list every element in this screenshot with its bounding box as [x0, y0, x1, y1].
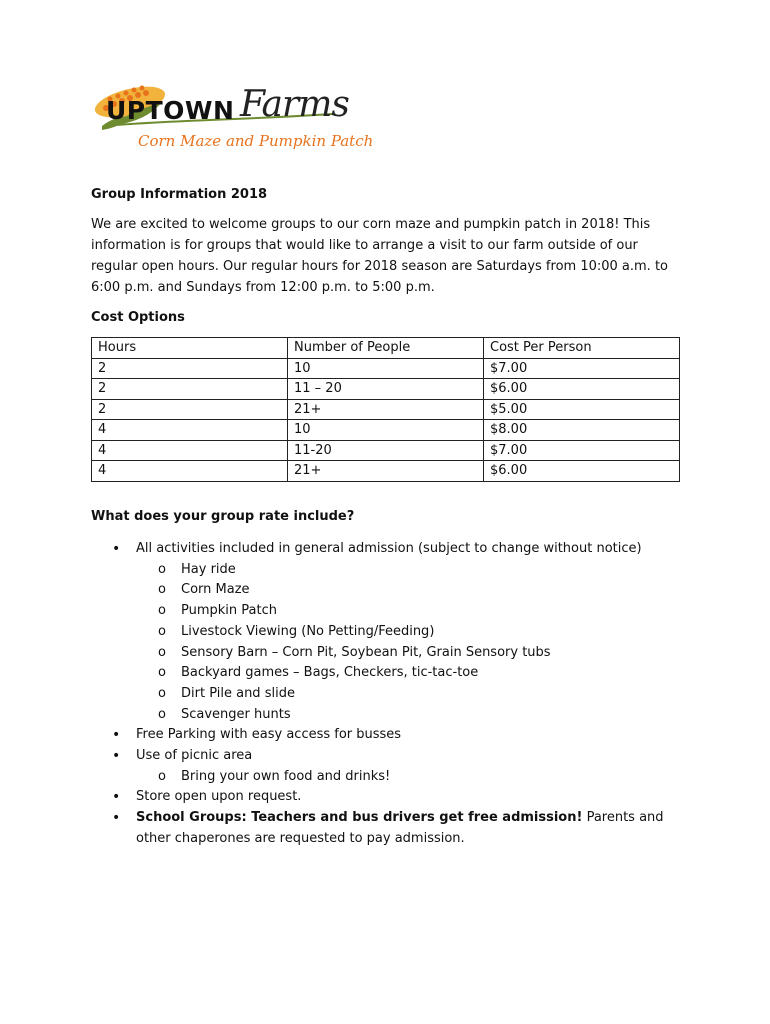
table-row	[92, 461, 680, 482]
table-row	[92, 379, 680, 400]
table-cell: $6.00	[484, 379, 680, 400]
sublist-item: o Backyard games – Bags, Checkers, tic-tac-toe	[136, 663, 668, 684]
sublist-item: o Sensory Barn – Corn Pit, Soybean Pit, Grain Sensory tubs	[136, 643, 668, 664]
school-groups-text: Parents and other chaperones are requested to pay admission.	[136, 810, 664, 846]
table-cell: $6.00	[484, 461, 680, 482]
table-row	[92, 399, 680, 420]
table-header-cell: Hours	[92, 338, 288, 359]
cost-options-table	[91, 337, 680, 482]
group-rate-heading: What does your group rate include?	[91, 509, 355, 524]
picnic-sublist	[136, 767, 668, 788]
table-cell: 4	[92, 440, 288, 461]
table-cell: $7.00	[484, 440, 680, 461]
school-groups-bold-text: School Groups: Teachers and bus drivers get free admission!	[136, 810, 583, 826]
list-item: • Store open upon request.	[108, 787, 668, 808]
logo-farms-text: Farms	[240, 84, 349, 125]
list-item-text: All activities included in general admission (subject to change without notice)	[136, 541, 642, 556]
list-item	[108, 539, 668, 725]
table-cell: 11 – 20	[288, 379, 484, 400]
cost-options-heading: Cost Options	[91, 310, 185, 325]
logo-subtitle: Corn Maze and Pumpkin Patch	[138, 132, 374, 150]
uptown-farms-logo	[92, 80, 374, 162]
sublist-item: o Scavenger hunts	[136, 705, 668, 726]
sublist-item: o Hay ride	[136, 560, 668, 581]
table-cell: 2	[92, 399, 288, 420]
table-cell: 21+	[288, 399, 484, 420]
table-header-cell: Cost Per Person	[484, 338, 680, 359]
sublist-item: o Corn Maze	[136, 580, 668, 601]
table-row	[92, 420, 680, 441]
table-cell: 21+	[288, 461, 484, 482]
table-cell: 2	[92, 358, 288, 379]
list-item: • Free Parking with easy access for busses	[108, 725, 668, 746]
sublist-item: o Pumpkin Patch	[136, 601, 668, 622]
table-cell: 11-20	[288, 440, 484, 461]
table-cell: $7.00	[484, 358, 680, 379]
page-title: Group Information 2018	[91, 187, 268, 202]
table-cell: $8.00	[484, 420, 680, 441]
sublist-item: o Livestock Viewing (No Petting/Feeding)	[136, 622, 668, 643]
table-row	[92, 440, 680, 461]
sublist-item: o Bring your own food and drinks!	[136, 767, 668, 788]
sublist-item: o Dirt Pile and slide	[136, 684, 668, 705]
table-cell: $5.00	[484, 399, 680, 420]
table-cell: 10	[288, 358, 484, 379]
list-item-text: Use of picnic area	[136, 748, 253, 764]
table-cell: 4	[92, 420, 288, 441]
list-item	[108, 746, 668, 787]
intro-paragraph: We are excited to welcome groups to our corn maze and pumpkin patch in 2018! This information is for groups that would like to arrange a visit to our farm outside of our regular open hours. Our regular hours for 2018 season are Saturdays from 10:00 a.m. to 6:00 p.m. and Sundays from 12:00 p.m. to 5:00 p.m.	[91, 217, 668, 295]
table-cell: 10	[288, 420, 484, 441]
logo-uptown-text: UPTOWN	[106, 96, 235, 125]
included-list	[108, 539, 668, 850]
table-row	[92, 358, 680, 379]
table-header-cell: Number of People	[288, 338, 484, 359]
activities-sublist	[136, 560, 668, 726]
table-header-row	[92, 338, 680, 359]
table-cell: 4	[92, 461, 288, 482]
list-item	[108, 808, 668, 849]
table-cell: 2	[92, 379, 288, 400]
